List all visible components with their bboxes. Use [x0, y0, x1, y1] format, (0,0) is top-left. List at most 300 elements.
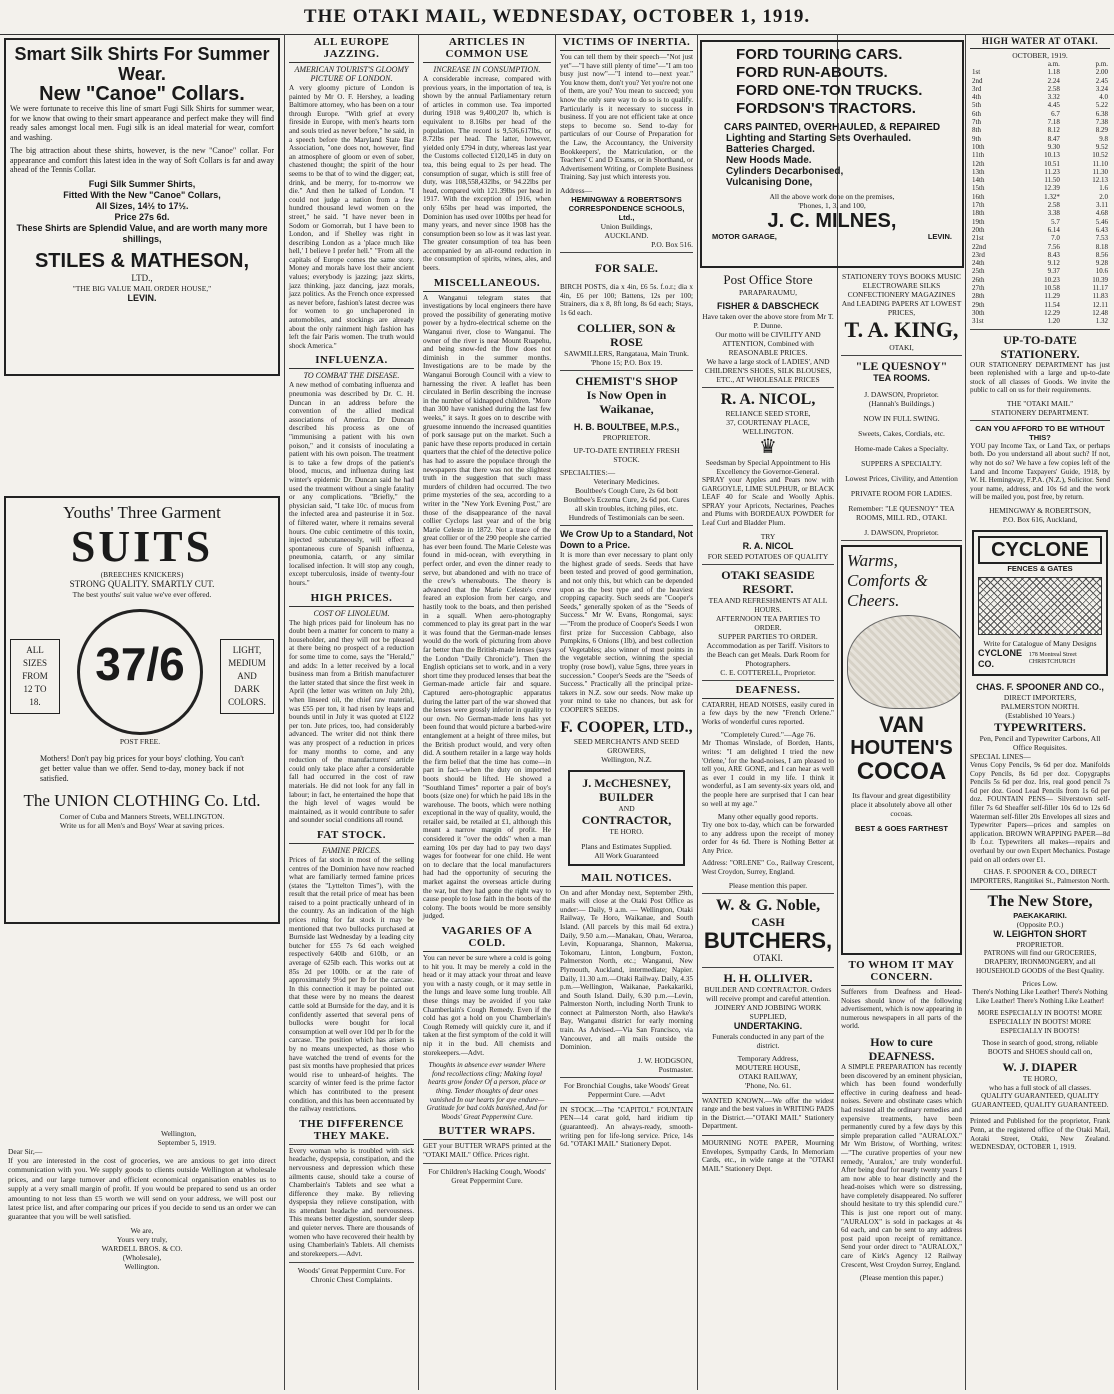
divider	[702, 893, 834, 894]
fresh-stock: UP-TO-DATE ENTIRELY FRESH STOCK.	[573, 446, 680, 465]
specialty: Hundreds of Testimonials can be seen.	[568, 513, 685, 523]
article-heading: MAIL NOTICES.	[560, 872, 693, 887]
tide-cell-pm: 3.24	[1095, 84, 1108, 93]
letter-salute: Dear Sir,—	[8, 1147, 43, 1156]
tide-cell-am: 10.51	[1044, 159, 1060, 168]
article-subheading: INCREASE IN CONSUMPTION.	[433, 65, 541, 74]
tide-cell-pm: 11.10	[1092, 159, 1108, 168]
tide-row	[970, 251, 1110, 259]
suits-title-1: Youths' Three Garment	[63, 503, 221, 522]
sizes-text: 18.	[29, 697, 41, 707]
diaper-town: TE HORO,	[1022, 1074, 1058, 1084]
tide-row	[970, 143, 1110, 151]
tide-row	[970, 243, 1110, 251]
quesnoy-line: SUPPERS A SPECIALTY.	[861, 459, 942, 468]
colors-text: MEDIUM	[228, 658, 266, 668]
to-whom-body: Sufferers from Deafness and Head-Noises should know of the following advertisement, which is now appearing in numerous newspapers in all parts of the world.	[841, 988, 962, 1031]
article-subheading: TO COMBAT THE DISEASE.	[303, 371, 400, 381]
tide-cell-day: 6th	[972, 109, 981, 118]
quesnoy-line: Remember: "LE QUESNOY" TEA ROOMS, MILL RD., OTAKI.	[848, 504, 955, 522]
tide-cell-day: 22nd	[972, 242, 986, 251]
tide-cell-day: 23rd	[972, 250, 985, 259]
tide-row	[970, 301, 1110, 309]
tide-cell-pm: 8.29	[1095, 126, 1108, 135]
tide-cell-am: 11.50	[1044, 176, 1060, 185]
tide-row	[970, 226, 1110, 234]
ford-line: FORD TOURING CARS.	[736, 46, 903, 63]
tide-cell-am: 2.58	[1047, 201, 1060, 210]
peppermint-footer: Woods' Great Peppermint Cure. For Chronic Chest Complaints.	[297, 1266, 406, 1285]
tide-row	[970, 184, 1110, 192]
noble-town: OTAKI.	[753, 952, 783, 963]
collier-firm: COLLIER, SON & ROSE	[576, 321, 677, 350]
divider	[970, 329, 1110, 330]
chemist-heading: CHEMIST'S SHOP	[575, 374, 678, 389]
article-heading: FAT STOCK.	[289, 829, 414, 844]
tide-cell-day: 31st	[972, 317, 984, 326]
specialty: Veterinary Medicines.	[593, 477, 660, 487]
quesnoy-line: J. DAWSON, Proprietor.	[864, 390, 939, 399]
van-houten-brand: HOUTEN'S	[850, 737, 953, 759]
article-subheading: FAMINE PRICES.	[322, 845, 381, 855]
tide-cell-pm: 11.83	[1092, 292, 1108, 301]
letter-body: If you are interested in the cost of groceries, we are anxious to get into direct communication with you. We supply goods to clients outside Wellington at wholesale prices, and our large turnover and efficient economical organisation enables us to supply at a very small margin of profit. If you would be prepared to send us an order amounting to not less than £5 worth we will send on your address, we will post our latest price list, and after comparing our prices if you decide to send us an order we can guarantee that you will be well satisfied.	[8, 1156, 276, 1222]
mcchesney-line: Plans and Estimates Supplied.	[581, 841, 672, 851]
typewriters: TYPEWRITERS.	[994, 720, 1086, 735]
sizes-box	[10, 639, 60, 714]
stiles-matheson: STILES & MATHESON,	[34, 249, 250, 272]
tide-cell-day: 13th	[972, 167, 985, 176]
divider	[560, 252, 693, 253]
tide-cell-pm: 7.38	[1095, 118, 1108, 127]
hemingway-addr: AUCKLAND.	[604, 230, 649, 240]
deafness-heading: DEAFNESS.	[702, 684, 834, 699]
tide-table	[970, 60, 1110, 326]
divider	[841, 540, 962, 541]
tide-cell-day: 5th	[972, 101, 981, 110]
spooner-name: CHAS. F. SPOONER AND CO.,	[976, 682, 1104, 693]
otaki-mail-line: THE "OTAKI MAIL"	[1006, 398, 1074, 408]
specialty: Boultbee's Cough Cure, 2s 6d bott	[574, 486, 678, 496]
tide-cell-pm: 2.0	[1099, 192, 1108, 201]
ford-service: Lighting and Starting Sets Overhauled.	[726, 133, 912, 144]
masthead: THE OTAKI MAIL, WEDNESDAY, OCTOBER 1, 1919.	[0, 0, 1114, 35]
price-seal	[77, 607, 203, 746]
chemist-subheading: Is Now Open in Waikanae,	[586, 388, 667, 417]
deafness-reports: Many other equally good reports.	[717, 812, 819, 822]
tide-cell-pm: 8.18	[1095, 242, 1108, 251]
van-houten-tag: BEST & GOES FARTHEST	[855, 824, 948, 833]
for-sale-body: BIRCH POSTS, dia x 4in, £6 5s. f.o.r.; dia x 4in, £6 per 100; Battens, 12s per 100; Strainers, dia x 8, 8ft long, 8s 6d each; Stays, 1s 6d each.	[560, 282, 693, 317]
nicol-body: SPRAY your Apples and Pears now with GARGOYLE, LIME SULPHUR, or BLACK LEAF 40 for Scale and Woolly Aphis. SPRAY your Apricots, Nectarines, Peaches and Plums with BORDEAUX POWDER for Leaf Curl and Bladder Plum.	[702, 476, 834, 527]
tide-cell-am: 9.37	[1047, 267, 1060, 276]
sizes-text: ALL	[26, 645, 44, 655]
up-to-date-heading: UP-TO-DATE STATIONERY.	[1000, 332, 1080, 361]
resort-line: SUPPER PARTIES TO ORDER.	[718, 631, 818, 641]
tide-cell-day: 26th	[972, 275, 985, 284]
ford-advert	[700, 40, 964, 268]
van-houten-desc: Its flavour and great digestibility place it absolutely above all other cocoas.	[850, 791, 952, 818]
tide-row	[970, 135, 1110, 143]
boultbee: H. B. BOULTBEE, M.P.S.,	[573, 422, 680, 433]
tide-cell-am: 3.38	[1047, 209, 1060, 218]
tide-row	[970, 276, 1110, 284]
diaper-stock: who has a full stock of all classes.	[988, 1083, 1092, 1093]
article-subheading: AMERICAN TOURIST'S GLOOMY PICTURE OF LONDON.	[294, 65, 409, 83]
king-name: T. A. KING,	[844, 317, 959, 342]
suits-mothers: Mothers! Don't pay big prices for your boys' clothing. You can't get better value than we offer. Send to-day, money back if not satisfied.	[40, 754, 244, 783]
divider	[702, 1093, 834, 1094]
divider	[970, 1113, 1110, 1114]
shirts-line: Fitted With the New "Canoe" Collars,	[63, 189, 221, 200]
tide-cell-pm: 11.30	[1092, 167, 1108, 176]
tide-cell-am: 12.39	[1044, 184, 1060, 193]
king-town: OTAKI,	[889, 343, 914, 352]
auralox-body: A SIMPLE PREPARATION has recently been discovered by an eminent physician, which has been found wonderfully effective in curing deafness and head-noises. Severe and obstinate cases which had resisted all the ordinary remedies and expensive treatments, have been permanently cured by a few days by this simple preparation called "AURALOX." Mr Wm Bristow, of Worthing, writes:—"The curative properties of your new remedy, 'Auralox,' are truly wonderful. After being deaf for nearly twenty years I am now able to hear distinctly and the head-noises which were so distressing, have completely disappeared. No sufferer should hesitate to try this splendid cure." This is just one report out of many. "AURALOX" is sold in packages at 4s 6d each, and can be sent to any address post paid upon receipt of remittance. Send your order direct to "AURALOX," care of Kirk's Agency 12 Railway Crescent, West Croydon Surrey, England.	[841, 1062, 962, 1269]
tide-cell-day: 2nd	[972, 76, 983, 85]
new-store-opposite: (Opposite P.O.)	[1016, 920, 1064, 930]
postmaster-title: Postmaster.	[658, 1064, 693, 1074]
resort-line: Accommodation as per Tariff. Visitors to the Beach can get Meals. Dark Room for Photographers.	[706, 640, 830, 668]
deafness-body: Try one box to-day, which can be forwarded to any address upon the receipt of money order for 4s 6d. There is Nothing Better at Any Price.	[702, 821, 834, 855]
tide-cell-am: 10.13	[1044, 151, 1060, 160]
ford-service: New Hoods Made.	[726, 155, 812, 166]
article-body: A new method of combating influenza and pneumonia was described by Dr. C. H. Duncan in an address before the convention of the allied medical associations of America. Dr Duncan described his process as one of "immunising a patient with his own poison," and it consists of inoculating a patient with his own poison. The treatment is to take a few drops of the patient's blood, mucus, and influenza during last winter's epidemic Dr. Duncan said he had used the treatment without a single fatality or any complications. "Briefly," the physician said, "I take 10c. of mucus from the infected area and pasteurise it in 5oz. of filtered water, where it remains several hours. One cubic centimetre of this toxin, injected subcutaneously, will effect a spontaneous cure of Spanish influenza, pneumonia, catarrh, or any similar localised infection. It will stop any cough, except tuberculosis, inside of twenty-four hours."	[289, 381, 414, 588]
tide-cell-pm: 9.52	[1095, 142, 1108, 151]
tide-row	[970, 218, 1110, 226]
tide-cell-pm: 4.68	[1095, 209, 1108, 218]
deafness-body: Mr Thomas Winslade, of Borden, Hants, writes: "I am delighted I tried the new 'Orlene,' for the head-noises, I am pleased to tell you, ARE GONE, and I can hear as well as ever I could in my life. I think it wonderful, as I am seventy-six years old, and the people here are surprised that I can hear so well at my age."	[702, 739, 834, 808]
tide-row	[970, 93, 1110, 101]
cyclone-name: CYCLONE	[978, 536, 1102, 564]
mcchesney-line: All Work Guaranteed	[594, 850, 659, 860]
letter-firm: WARDELL BROS. & CO.	[101, 1243, 183, 1253]
column-5-body	[700, 272, 836, 1388]
levin: LEVIN.	[927, 232, 952, 241]
spooner-line: Pen, Pencil and Typewriter Carbons, All Office Requisites.	[979, 734, 1101, 753]
address-label: Address—	[560, 185, 593, 195]
tide-cell-day: 21st	[972, 234, 984, 243]
mcchesney-line: CONTRACTOR,	[581, 812, 672, 827]
column-2	[285, 34, 418, 1390]
article-heading: ALL EUROPE JAZZING.	[289, 36, 414, 63]
mail-notice-body: On and after Monday next, September 29th, mails will close at the Otaki Post Office as under:— Daily, 9 a.m. — Wellington, Otaki Railway, Te Horo, Waikanae, and South Island. (All parcels by this mail 6d extra.) Daily, 9.50 a.m.—Manakau, Ohau, Weraroa, Levin, Kopuaranga, Shannon, Makerua, Tokomaru, Linton, Longburn, Foxton, Palmerston North, etc.; Wanganui, New Plymouth, Auckland, intermediate; Napier. Daily, 11.30 a.m.—Otaki Railway. Daily, 4.35 p.m.—Wellington, Waikanae, Paekakariki, and South Island. Daily, 6.30 p.m.—Levin, Palmerston North, including North Trunk to connect at Palmerston North, also Hawke's Bay, Wanganui district for early morning train. As Advised.—Via San Francisco, via Vancouver, and all mails outside the Dominion.	[560, 888, 693, 1052]
column-1	[0, 34, 284, 1390]
tide-cell-pm: 10.52	[1092, 151, 1108, 160]
sizes-text: 12 TO	[23, 684, 47, 694]
boots-lines: MORE ESPECIALLY IN BOOTS! MORE ESPECIALLY IN BOOTS! MORE ESPECIALLY IN BOOTS!	[977, 1009, 1103, 1035]
tide-col-day	[970, 60, 1014, 68]
article-body: A Wanganui telegram states that investigations by local engineers there have proved the possibility of generating motive power by a hydro-electrical scheme on the Wanganui river, close to Wanganui. The owner of the river is near Mount Ruapehu, and being snow-fed the flow does not diminish in the summer months. Investigations are to be made by the Wanganui Borough Council with a view to harnessing the river. A leaflet has been circulated in Berlin describing the increase in the number of kidnapped children. "More than 300 have vanished during the last few weeks," it says. It goes on to describe with gruesome innuendo the increased quantities of pork sausage put on the market. Such a panic have these reports produced in certain quarters that the chief of the detective police has had to assure the populace through the newspapers that there was not the slightest truth in the suggestion that such mass murders of children had occurred. The two prime mysteries of the sea, according to a writer in the "New York Evening Post," are those of the disappearance of the naval collier Cyclops last year and of the brig Marie Celeste in 1872. Not a trace of the great collier or of the 290 people she carried has ever been found. The Marie Celeste was found in mid-ocean, with everything in perfect order, and even the dinner ready to serve, but abandoned and with no trace of the crew's whereabouts. The theory is advanced that the Marie Celeste's crew feared an explosion from her cargo, and hastily took to the boats, and then perished in a squall. When aero-photography commenced to play its great part in the war it was found that the German-made lenses would do the work of picturing from above far better than the British-made lenses (says the London "Daily Chronicle"). Then the English opticians set to work, and in a very short time they produced lenses that beat the German-made article fair and square. Captured aero-photographic apparatus during the latter part of the war showed that the lenses were grossly inferior in quality to our own. No German-made lens has yet been found that would picture a barbed-wire entanglement at a height of three miles, but the British product would, and very often did. A southern retailer in a large way holds the firm belief that the time has come—in part in fact—when the duty on imported boots should be lifted. He showed a "Southland Times" reporter a pair of boy's boots (size one) for which he paid 18s in the warehouse. The boots, which were nothing exceptional in the way of quality, would, the retailer said, be retailed at £1, although this meant a narrow margin of profit. He considered it "over the odds" when a man earning 10s per day had to pay two days' wages for footwear for one child. He went on to declare that the local manufacturers had had the opportunity of securing the market against the overseas article during the war, but they had gone the right way to cause people to lose faith in the boots of the colony. The boots would be more sensibly judged.	[423, 293, 551, 921]
ford-premises: All the above work done on the premises,	[769, 192, 895, 201]
mcchesney-line: AND	[618, 803, 635, 813]
olliver-name: H. H. OLLIVER.	[723, 970, 813, 985]
tide-cell-am: 1.20	[1047, 317, 1060, 326]
tide-cell-day: 19th	[972, 217, 985, 226]
quesnoy-line: Sweets, Cakes, Cordials, etc.	[858, 429, 945, 438]
tide-cell-day: 10th	[972, 142, 985, 151]
tide-cell-am: 6.14	[1047, 225, 1060, 234]
olliver-undertaking: UNDERTAKING.	[733, 1020, 803, 1031]
suits-title-2: SUITS	[70, 522, 214, 571]
nicol-name: R. A. NICOL,	[720, 391, 816, 408]
mourning-paper: MOURNING NOTE PAPER, Mourning Envelopes, Sympathy Cards, In Memoriam Cards, etc., in wide range at the "OTAKI MAIL" Stationery Dept.	[702, 1139, 834, 1173]
tide-row	[970, 77, 1110, 85]
divider	[841, 355, 962, 356]
union-address: Corner of Cuba and Manners Streets, WELLINGTON.	[59, 812, 225, 821]
colors-text: LIGHT,	[232, 645, 262, 655]
ford-line: FORD ONE-TON TRUCKS.	[736, 82, 923, 99]
tide-col-am: a.m.	[1047, 60, 1060, 68]
tide-cell-day: 17th	[972, 201, 985, 210]
shirts-line: All Sizes, 14½ to 17½.	[95, 200, 189, 211]
cyclone-fences: FENCES & GATES	[1007, 564, 1073, 574]
divider	[289, 1262, 414, 1263]
tide-cell-am: 10.23	[1044, 275, 1060, 284]
article-heading: INFLUENZA.	[289, 354, 414, 369]
letter-date: September 5, 1919.	[157, 1138, 216, 1147]
article-heading: BUTTER WRAPS.	[423, 1125, 551, 1140]
cooper-body: It is more than ever necessary to plant only the highest grade of seeds. Seeds that have been tested and proved of good germination, and not only this, but which can be depended upon as the best type and of the heaviest cropping capacity. Such seeds are "Cooper's Seeds," generally spoken of as the "Seeds of Success." Mr W. Evans, Rongomai, says:—"From the produce of Cooper's Seeds I won first prize for Succession Cabbage, also Pumpkins, 6 Onions (1lb), and best collection of Vegetables; also winner of most points in the vegetable section, winning the special trophy (rose bowl), value 5gns, three years in succession." Cooper's Seeds are the "Seeds of Success." Practically all the principal prize-takers in N.Z. sow our seeds. Now make up your mind to take no chances, but ask for COOPER'S SEEDS.	[560, 551, 693, 714]
tide-cell-day: 9th	[972, 134, 981, 143]
new-store-body: PATRONS will find our GROCERIES, DRAPERY, IRONMONGERY, and all HOUSEHOLD GOODS of the Best Quality.	[975, 949, 1105, 975]
colors-text: AND	[237, 671, 257, 681]
tide-row	[970, 309, 1110, 317]
article-heading: ARTICLES IN COMMON USE	[423, 36, 551, 63]
article-heading: MISCELLANEOUS.	[423, 277, 551, 292]
column-3	[419, 34, 555, 1390]
tide-cell-pm: 10.39	[1092, 275, 1108, 284]
po-store-title: Post Office Store	[723, 272, 813, 287]
tide-col-pm: p.m.	[1095, 60, 1108, 68]
up-to-date-body: OUR STATIONERY DEPARTMENT has just been replenished with a large and up-to-date stock of all classes of Goods. We invite the public to call on us for their requirements.	[970, 360, 1110, 395]
letter-place: Wellington,	[160, 1129, 196, 1138]
shirts-body-2: The big attraction about these shirts, however, is the new "Canoe" collar. For appearance and comfort this latest idea in the way of Soft Collars is far and away ahead of the Tennis Collar.	[10, 146, 274, 174]
divider	[702, 967, 834, 968]
tide-cell-am: 11.23	[1044, 167, 1060, 176]
tide-cell-day: 16th	[972, 192, 985, 201]
tide-row	[970, 68, 1110, 76]
column-4	[556, 34, 697, 1390]
letter-wholesale: (Wholesale),	[122, 1252, 162, 1262]
hemingway-firm: HEMINGWAY & ROBERTSON,	[989, 506, 1091, 516]
boots-call: Those in search of good, strong, reliable BOOTS and SHOES should call on,	[982, 1039, 1098, 1056]
mcchesney-line: BUILDER	[599, 789, 654, 804]
tide-cell-am: 1.32*	[1044, 192, 1060, 201]
tide-cell-pm: 1.32	[1095, 317, 1108, 326]
new-store-title: The New Store,	[987, 893, 1093, 911]
letter-close-2: Yours very truly,	[116, 1234, 168, 1244]
motor-garage: MOTOR GARAGE,	[712, 232, 777, 241]
tide-cell-day: 20th	[972, 225, 985, 234]
tide-cell-day: 24th	[972, 259, 985, 268]
divider	[702, 564, 834, 565]
quality-guaranteed: QUALITY GUARANTEED, QUALITY GUARANTEED, QUALITY GUARANTEED.	[971, 1092, 1109, 1109]
tide-cell-pm: 7.53	[1095, 234, 1108, 243]
shirts-subtitle: New "Canoe" Collars.	[39, 83, 245, 105]
peppermint-footer: For Children's Hacking Cough, Woods' Great Peppermint Cure.	[428, 1167, 546, 1186]
ford-service: Cylinders Decarbonised,	[726, 166, 844, 177]
article-heading: HIGH PRICES.	[289, 592, 414, 607]
tide-cell-am: 7.0	[1051, 234, 1060, 243]
tide-cell-day: 15th	[972, 184, 985, 193]
letter-town: Wellington.	[124, 1261, 160, 1271]
milnes-footer	[706, 232, 958, 241]
cyclone-co: CYCLONE CO.	[978, 648, 1023, 670]
quesnoy-name: "LE QUESNOY"	[855, 359, 948, 373]
resort-title: OTAKI SEASIDE RESORT.	[721, 567, 815, 596]
tide-row	[970, 267, 1110, 275]
mcchesney-advert	[568, 770, 685, 866]
crown-icon: ♛	[759, 436, 777, 458]
article-body: Prices of fat stock in most of the selling centres of the Dominion have now reached what are familiarly termed famine prices (states the "Lyttelton Times"), with the result that the retail price of meat has been raised to a point practically unheard of in the country. As an indication of the high prices ruling for fat stock it may be mentioned that two bullocks purchased at Burnside last Wednesday by a leading city butcher for £55 7s 6d each weighed respectively 640lb and 610lb, or an average of 625lb each. This works out at 85s 2d per 100lb. or at the rate of approximately 9½d per lb for the carcase. In this connection it may be pointed out that these were by no means the dearest cattle sold at Burnside for the day, and it is confidently asserted that several pens of bullocks were bought for local consumption at well over 10d per lb for the carcase. The position which has arisen is by no means unexpected, as those who have watched the trend of events for the past six months have prophesied that prices would rise to unheard-of heights. The scarcity of winter feed is the prime factor which has contributed to the present condition, and this has been accentuated by the railway restrictions.	[289, 855, 414, 1114]
stationery-dept-line: STATIONERY DEPARTMENT.	[991, 407, 1089, 417]
ford-repairs: CARS PAINTED, OVERHAULED, & REPAIRED	[723, 122, 941, 133]
po-store-line: We have a large stock of LADIES', AND CHILDREN'S SHOES, SILK BLOUSES, ETC., AT WHOLESALE PRICES	[704, 357, 832, 384]
article-body: GET your BUTTER WRAPS printed at the "OTAKI MAIL" Office. Prices right.	[423, 1142, 551, 1159]
cooper-sub: SEED MERCHANTS AND SEED GROWERS,	[573, 736, 680, 755]
article-heading: VICTIMS OF INERTIA.	[560, 36, 693, 51]
tide-cell-am: 8.12	[1047, 126, 1060, 135]
tide-row	[970, 176, 1110, 184]
for-sale-heading: FOR SALE.	[595, 260, 658, 275]
fisher-dabscheck: FISHER & DABSCHECK	[716, 301, 819, 311]
shirts-title: Smart Silk Shirts For Summer Wear.	[14, 44, 270, 84]
tide-row	[970, 292, 1110, 300]
tide-cell-day: 8th	[972, 126, 981, 135]
firm-town: LEVIN.	[127, 292, 157, 303]
ford-service: Vulcanising Done,	[726, 177, 813, 188]
letter-close: We are,	[130, 1225, 154, 1235]
ford-phones: 'Phones, 1, 3, and 100,	[798, 201, 866, 210]
tide-row	[970, 209, 1110, 217]
divider	[702, 680, 834, 681]
capitol-pen: IN STOCK.—The "CAPITOL" FOUNTAIN PEN—14 carat gold, hard iridium tip (guaranteed). An always-ready, smooth-writing pen for life-long service. Price, 14s 6d. "OTAKI MAIL" Stationery Depot.	[560, 1105, 693, 1149]
tide-cell-pm: 12.48	[1092, 308, 1108, 317]
tide-cell-pm: 3.11	[1096, 201, 1108, 210]
quesnoy-line: NOW IN FULL SWING.	[863, 414, 940, 423]
tide-cell-am: 7.56	[1047, 242, 1060, 251]
mcchesney-name: J. McCHESNEY,	[582, 775, 671, 790]
spooner-footer: CHAS. F. SPOONER & CO., DIRECT IMPORTERS, Rangitikei St., Palmerston North.	[970, 868, 1110, 885]
income-tax-body: YOU pay Income Tax, or Land Tax, or perhaps both. Do you understand all about such? If not, why not do so? We have a few copies left of the Land and Income Taxpayers' Guide, 1918, by W. H. Hemingway, F.P.A. (N.Z.), Solicitor. Send your name, address, and 10s 6d and the work will be mailed you, post free, by return.	[970, 441, 1110, 502]
prices-low: Prices Low.	[1022, 979, 1058, 989]
tide-cell-day: 7th	[972, 118, 981, 127]
divider	[970, 420, 1110, 421]
article-body: You can never be sure where a cold is going to hit you. It may be merely a cold in the head or it may attack your throat and leave you with a nasty cough, or it may settle in the lungs and leave some lung trouble. All these things may be avoided if you take Chamberlain's Cough Remedy. Even if the cold has got a hold on you Chamberlain's Cough Remedy will quickly cure it, and if taken at the first symptom of the cold it will nip it in the bud. All chemists and storekeepers.—Advt.	[423, 954, 551, 1057]
van-houten-slogan: Cheers.	[847, 591, 900, 610]
king-stock-list: STATIONERY TOYS BOOKS MUSIC ELECTROWARE SILKS CONFECTIONERY MAGAZINES And LEADING PAPERS AT LOWEST PRICES,	[841, 272, 962, 317]
tide-cell-am: 11.29	[1044, 292, 1060, 301]
price-value: 37/6	[77, 609, 203, 735]
tide-cell-pm: 9.28	[1095, 259, 1108, 268]
nicol-line: Seedsman by Special Appointment to His Excellency the Governor-General.	[705, 458, 831, 476]
nicol-line: WELLINGTON.	[742, 427, 794, 436]
hemingway-addr: Union Buildings,	[600, 221, 653, 231]
tide-cell-am: 1.18	[1047, 68, 1060, 77]
income-tax-heading: CAN YOU AFFORD TO BE WITHOUT THIS?	[975, 423, 1105, 442]
wanted-known: WANTED KNOWN.—We offer the widest range and the best values in WRITING PADS in the District.—"OTAKI MAIL" Stationery Department.	[702, 1096, 834, 1131]
tide-row	[970, 85, 1110, 93]
colors-text: COLORS.	[228, 697, 266, 707]
collier-phone: 'Phone 15; P.O. Box 19.	[590, 358, 663, 368]
mention-paper: (Please mention this paper.)	[859, 1273, 944, 1283]
tide-row	[970, 201, 1110, 209]
article-body: A considerable increase, compared with previous years, in the importation of tea, is shown by the annual Parliamentary return of articles in common use. Tea imported during 1918 was 9,400,207 lb, which is equivalent to 8.16lbs per head of the population. The record is 9,536,617lbs, or 8.72lbs per head. The latter, however, yielded only £794 in duty, whereas last year the Customs collected £120,145 in duty on tea, this being equal to 2s per head. The consumption of sugar, which is still free of duty, was 108,558,432lbs, or 94.22lbs per head, compared with 121.39lbs per head in 1917. With the exception of 1916, when only 65lbs per head was imported, the Dominion has used over 100lbs per head for many years, and never since 1908 has the consumption been so low as it was last year. The greater consumption of tea has been accompanied by an all-round reduction in the consumption of spirits, wines, ales, and beers.	[423, 75, 551, 273]
divider	[560, 525, 693, 526]
hemingway-box: P.O. Box 516.	[651, 239, 693, 249]
van-houten-slogan: Comforts &	[847, 571, 928, 590]
article-subheading: COST OF LINOLEUM.	[313, 608, 390, 618]
divider	[560, 1077, 693, 1078]
divider	[560, 370, 693, 371]
po-store-line: Have taken over the above store from Mr T. P. Dunne.	[702, 312, 834, 330]
tide-cell-am: 8.47	[1047, 134, 1060, 143]
wardell-letter	[4, 1129, 280, 1271]
tide-cell-day: 18th	[972, 209, 985, 218]
tide-row	[970, 317, 1110, 325]
tide-row	[970, 259, 1110, 267]
cooper-firm: F. COOPER, LTD.,	[560, 718, 693, 736]
divider	[702, 1135, 834, 1136]
tide-cell-pm: 6.38	[1095, 109, 1108, 118]
article-body: A very gloomy picture of London is painted by Mr O. F. Hershey, a leading Baltimore attorney, who has been on a tour through Europe. "With grief at every fireside in Europe, with men's hearts torn and souls tried as never before," he said, in a speech before the Maryland State Bar Association, "one does not, however, find an atmosphere of gloom or even of sober, chastened thought; the spirit of the hour seems to be that of to wind the digger; eat, drink, and be merry, for to-morrow we die." And then he talked of London. "I could not judge a nation from a few hundred thousand lewd women on the street," he said. "I have never been in Sodom or Gomorrah, but I have been to London, and if Shelley was right in describing London as a 'place much like hell,' I believe I prefer hell." "From all the capitals of Europe comes the same story. Money and morals have lost their ancient values; everybody is jazzing; jazz skirts, jazz thinking, jazz dancing, jazz morals, jazz politics. As the French once expressed as never before, fashion's latest decree was for women to go unchaperoned in automobiles, and stockings are already about the only rainment high fashion has left the fair Paris women. The truth would shock America."	[289, 84, 414, 350]
shirts-body: We were fortunate to receive this line of smart Fugi Silk Shirts for summer wear, for we know that owing to their smart appearance and perfect make they will find ready sales amongst local men. Fugi silk is an ideal material for wear, comfort and washing.	[10, 104, 274, 142]
mention-paper: Please mention this paper.	[728, 880, 808, 890]
tide-cell-am: 4.45	[1047, 101, 1060, 110]
tide-cell-day: 3rd	[972, 84, 982, 93]
spooner-line: PALMERSTON NORTH.	[1000, 702, 1080, 712]
special-lines: SPECIAL LINES—	[970, 752, 1031, 762]
article-heading: THE DIFFERENCE THEY MAKE.	[289, 1118, 414, 1145]
quesnoy-line: Lowest Prices, Civility, and Attention	[845, 474, 958, 483]
suits-quality: STRONG QUALITY. SMARTLY CUT.	[69, 579, 215, 589]
tide-cell-pm: 2.45	[1095, 76, 1108, 85]
nicol-line: RELIANCE SEED STORE,	[725, 409, 811, 418]
divider	[423, 1163, 551, 1164]
article-body: The high prices paid for linoleum has no doubt been a matter for concern to many a householder, and they will not be pleased at there being no prospect of a reduction for some time to come, says the "Herald," and adds: In a letter received by a local business man from a British manufacturer the latter stated that since the first week in April (the letter was written on July 2th), when linseed oil, the chief raw material, was £55 per ton, it had risen by leaps and bounds until in July it was quoted at £122 per ton. Jute prices, too, had considerably advanced. The writer did not think there was any prospect of a reduction in prices for many months to come, and any reduction of the manufacturers' article could only take place after a considerable fall had occurred in the cost of raw materials. He did not look for any fall in labour; in fact, he entertained the hope that the high level of wages would be maintained, as it would contribute to safer and sounder social conditions all round.	[289, 618, 414, 825]
tide-row	[970, 168, 1110, 176]
olliver-line: MOUTERE HOUSE,	[735, 1062, 801, 1072]
milnes-name: J. C. MILNES,	[767, 210, 897, 232]
tide-cell-am: 9.30	[1047, 142, 1060, 151]
quesnoy-line: J. DAWSON, Proprietor.	[864, 528, 939, 537]
article-heading: VAGARIES OF A COLD.	[423, 925, 551, 952]
tide-cell-pm: 10.6	[1095, 267, 1108, 276]
tide-cell-pm: 5.22	[1095, 101, 1108, 110]
diaper-name: W. J. DIAPER	[1002, 1060, 1078, 1075]
nicol-line: 37, COURTENAY PLACE,	[726, 418, 810, 427]
firm-ltd: LTD.,	[131, 272, 153, 283]
tide-cell-am: 7.18	[1047, 118, 1060, 127]
tide-row	[970, 126, 1110, 134]
tide-cell-am: 3.32	[1047, 93, 1060, 102]
colors-text: DARK	[234, 684, 260, 694]
resort-line: TEA AND REFRESHMENTS AT ALL HOURS.	[708, 595, 828, 614]
cooper-heading: We Crow Up to a Standard, Not Down to a Price.	[560, 529, 693, 551]
divider	[702, 387, 834, 388]
tide-cell-day: 28th	[972, 292, 985, 301]
mcchesney-line: TE HORO.	[609, 826, 644, 836]
union-clothing: The UNION CLOTHING Co. Ltd.	[23, 791, 261, 810]
cyclone-advert	[972, 530, 1108, 676]
sizes-text: FROM	[22, 671, 48, 681]
quesnoy-tearooms: TEA ROOMS.	[873, 373, 930, 383]
leighton-short: W. LEIGHTON SHORT	[993, 929, 1087, 940]
cooper-town: Wellington, N.Z.	[601, 754, 652, 764]
ford-service: Batteries Charged.	[726, 144, 815, 155]
nicol-try: TRY	[760, 531, 776, 541]
